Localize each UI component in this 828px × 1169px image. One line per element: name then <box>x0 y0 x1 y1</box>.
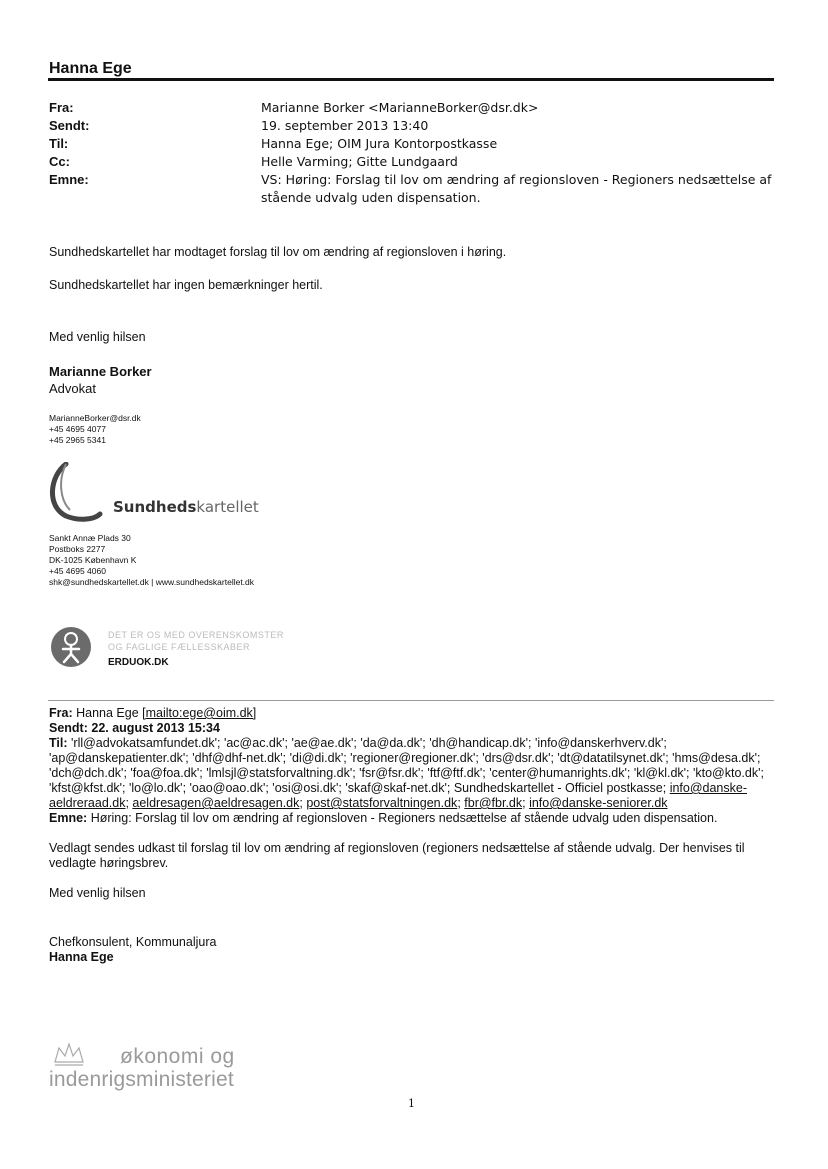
recipient-link-3[interactable]: post@statsforvaltningen.dk <box>306 796 458 810</box>
signature-phone-2: +45 2965 5341 <box>49 435 106 445</box>
recipient-link-2[interactable]: aeldresagen@aeldresagen.dk <box>132 796 300 810</box>
quoted-greeting: Med venlig hilsen <box>49 886 146 900</box>
recipient-link-4[interactable]: fbr@fbr.dk <box>464 796 523 810</box>
subject-value: VS: Høring: Forslag til lov om ændring af regionsloven - Regioners nedsættelse af stående udvalg uden dispensation. <box>261 172 772 205</box>
quoted-sender-title: Chefkonsulent, Kommunaljura <box>49 935 217 949</box>
address-line-1: Sankt Annæ Plads 30 <box>49 533 131 543</box>
to-value: Hanna Ege; OIM Jura Kontorpostkasse <box>261 136 498 151</box>
badge-line-2: OG FAGLIGE FÆLLESSKABER <box>108 642 251 652</box>
from-value: Marianne Borker <MarianneBorker@dsr.dk> <box>261 100 539 115</box>
address-line-4: +45 4695 4060 <box>49 566 106 576</box>
signature-title: Advokat <box>49 381 96 396</box>
quoted-from: Fra: Hanna Ege [mailto:ege@oim.dk] <box>49 706 257 720</box>
page-number: 1 <box>408 1097 415 1110</box>
quoted-message <box>49 706 769 965</box>
email-header <box>49 99 779 207</box>
ministry-logo-line-1: økonomi og <box>120 1045 235 1068</box>
cc-value: Helle Varming; Gitte Lundgaard <box>261 154 458 169</box>
ministry-logo-line-2: indenrigsministeriet <box>49 1068 234 1091</box>
subject-label: Emne: <box>49 172 89 187</box>
quoted-sender-name: Hanna Ege <box>49 950 114 964</box>
badge-brand: ERDUOK.DK <box>108 657 169 668</box>
address-line-5: shk@sundhedskartellet.dk | www.sundhedskartellet.dk <box>49 577 255 587</box>
sent-value: 19. september 2013 13:40 <box>261 118 429 133</box>
header-rule <box>48 78 774 81</box>
recipient-link-1[interactable]: info@danske-aeldreraad.dk <box>49 781 748 810</box>
address-line-2: Postboks 2277 <box>49 544 106 554</box>
quoted-message-divider <box>48 700 774 701</box>
quoted-sent: Sendt: 22. august 2013 15:34 <box>49 721 220 735</box>
quoted-to: Til: 'rll@advokatsamfundet.dk'; 'ac@ac.dk'; 'ae@ae.dk'; 'da@da.dk'; 'dh@handicap.dk'; 'info@danskerhverv.dk'; 'ap@danskepatienter.dk'; 'dhf@dhf-net.dk'; 'di@di.dk'; 'regioner@regioner.dk'; 'drs@dsr.dk'; 'dt@datatilsynet.dk'; 'hms@desa.dk'; 'dch@dch.dk'; 'foa@foa.dk'; 'lmlsjl@statsforvaltning.dk'; 'fsr@fsr.dk'; 'ftf@ftf.dk'; 'center@humanrights.dk'; 'kl@kl.dk'; 'kto@kto.dk'; 'kfst@kfst.dk'; 'lo@lo.dk'; 'oao@oao.dk'; 'osi@osi.dk'; 'skaf@skaf-net.dk'; Sundhedskartellet - Officiel postkasse; info@danske-aeldreraad.dk; aeldresagen@aeldresagen.dk; post@statsforvaltningen.dk; fbr@fbr.dk; info@danske-seniorer.dk <box>49 736 764 810</box>
sent-label: Sendt: <box>49 118 90 133</box>
badge-line-1: DET ER OS MED OVERENSKOMSTER <box>108 630 284 640</box>
sundhedskartellet-logo-text: Sundhedskartellet <box>113 498 259 516</box>
from-label: Fra: <box>49 100 74 115</box>
signature-email: MarianneBorker@dsr.dk <box>49 413 141 423</box>
signature-name: Marianne Borker <box>49 364 152 379</box>
mailto-link[interactable]: [mailto:ege@oim.dk] <box>142 706 257 720</box>
signature-phone-1: +45 4695 4077 <box>49 424 106 434</box>
body-greeting: Med venlig hilsen <box>49 330 146 344</box>
to-label: Til: <box>49 136 69 151</box>
body-paragraph-1: Sundhedskartellet har modtaget forslag til lov om ændring af regionsloven i høring. <box>49 245 507 259</box>
address-line-3: DK-1025 København K <box>49 555 137 565</box>
recipient-link-5[interactable]: info@danske-seniorer.dk <box>529 796 668 810</box>
body-paragraph-2: Sundhedskartellet har ingen bemærkninger hertil. <box>49 278 323 292</box>
person-badge-icon <box>50 626 92 668</box>
quoted-body: Vedlagt sendes udkast til forslag til lov om ændring af regionsloven (regioners nedsættelse af stående udvalg. Der henvises til vedlagte høringsbrev. <box>49 841 745 870</box>
cc-label: Cc: <box>49 154 70 169</box>
page-owner-name: Hanna Ege <box>49 60 132 77</box>
crown-icon <box>49 1040 89 1068</box>
quoted-subject: Emne: Høring: Forslag til lov om ændring af regionsloven - Regioners nedsættelse af stående udvalg uden dispensation. <box>49 811 718 825</box>
